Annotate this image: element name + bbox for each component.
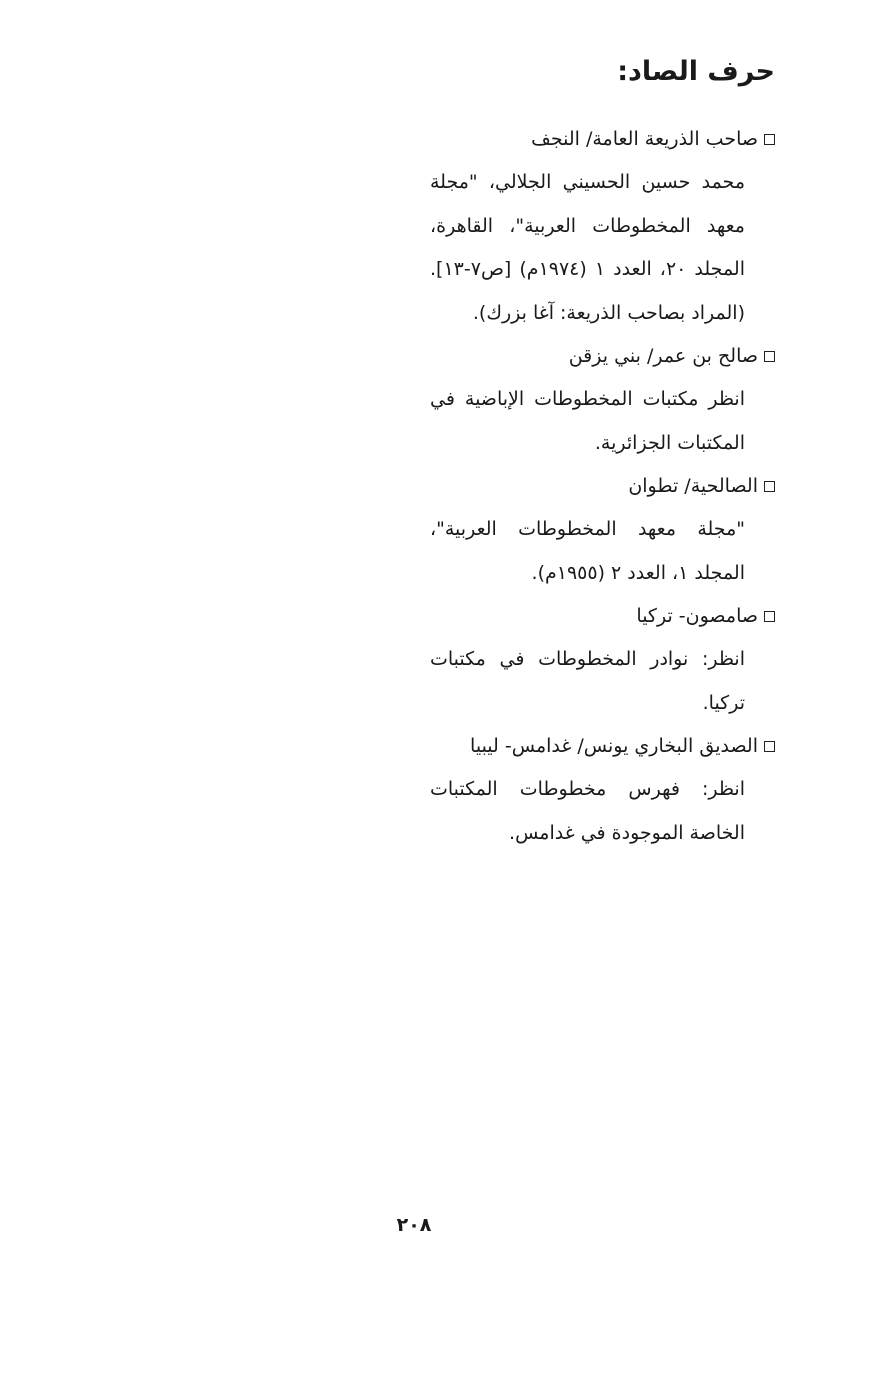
- page-number: ٢٠٨: [396, 1214, 432, 1236]
- checkbox-bullet-icon: [764, 741, 775, 752]
- entry-title: [430, 595, 775, 638]
- entry-title-text: الصالحية/ تطوان: [628, 475, 758, 497]
- checkbox-bullet-icon: [764, 134, 775, 145]
- checkbox-bullet-icon: [764, 611, 775, 622]
- entry-title: [430, 118, 775, 161]
- entry-body: انظر: نوادر المخطوطات في مكتبات تركيا.: [430, 648, 745, 714]
- entry-title: [430, 335, 775, 378]
- entry-list: [430, 118, 775, 855]
- entry-body: انظر: فهرس مخطوطات المكتبات الخاصة الموجودة في غدامس.: [430, 778, 745, 844]
- entry-title-text: صالح بن عمر/ بني يزقن: [568, 345, 758, 367]
- list-item: [430, 335, 775, 465]
- entry-title-text: صامصون- تركيا: [636, 605, 758, 627]
- entry-title-text: صاحب الذريعة العامة/ النجف: [531, 128, 758, 150]
- checkbox-bullet-icon: [764, 481, 775, 492]
- entry-title-text: الصديق البخاري يونس/ غدامس- ليبيا: [470, 735, 758, 757]
- checkbox-bullet-icon: [764, 351, 775, 362]
- entry-body: "مجلة معهد المخطوطات العربية"، المجلد ١، العدد ٢ (١٩٥٥م).: [430, 518, 745, 584]
- entry-body: محمد حسين الحسيني الجلالي، "مجلة معهد المخطوطات العربية"، القاهرة، المجلد ٢٠، العدد ١ (١٩٧٤م) [ص٧-١٣]. (المراد بصاحب الذريعة: آغا بزرك).: [430, 171, 745, 324]
- entry-body: انظر مكتبات المخطوطات الإباضية في المكتبات الجزائرية.: [430, 388, 745, 454]
- list-item: [430, 725, 775, 855]
- list-item: [430, 465, 775, 595]
- entry-title: [430, 725, 775, 768]
- entry-title: [430, 465, 775, 508]
- list-item: [430, 118, 775, 335]
- section-heading: حرف الصاد:: [617, 56, 775, 87]
- list-item: [430, 595, 775, 725]
